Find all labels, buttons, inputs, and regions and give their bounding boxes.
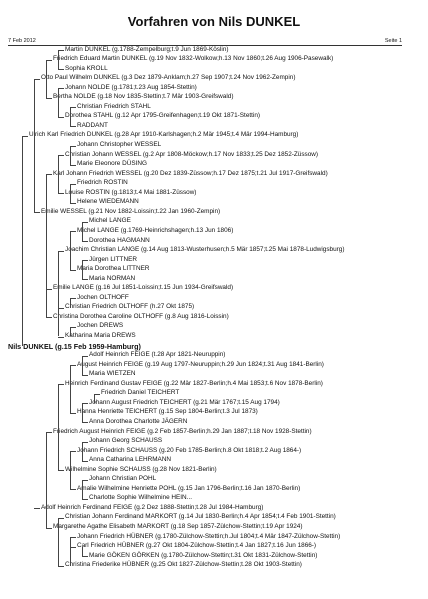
life-dates: (g.21 Nov 1882-Loissin;t.22 Jan 1960-Zempin) (86, 207, 221, 215)
person-name: Karl Johann Friedrich WESSEL (53, 169, 142, 177)
ancestor-entry (77, 266, 149, 272)
person-name: Friedrich ROSTIN (77, 179, 128, 187)
tree-branch (82, 480, 83, 499)
tree-branch (34, 79, 35, 213)
tree-branch (58, 384, 59, 470)
ancestor-entry (41, 75, 295, 81)
person-name: Friedrich Daniel TEICHERT (101, 389, 180, 397)
tree-connector (58, 193, 64, 194)
life-dates: (g.15 Jan 1796-Berlin;t.16 Jan 1870-Berlin) (176, 484, 301, 492)
tree-branch (58, 251, 59, 308)
tree-branch (70, 298, 71, 308)
person-name: Emilie LANGE (53, 284, 94, 292)
ancestor-entry (77, 180, 128, 186)
person-name: Charlotte Sophie Wilhelmine HEIN... (89, 494, 193, 502)
tree-branch (58, 88, 59, 117)
tree-connector (82, 422, 88, 423)
tree-connector (70, 203, 76, 204)
tree-branch (22, 136, 23, 346)
life-dates: (g.15 Sep 1804-Berlin;t.3 Jul 1873) (156, 408, 258, 416)
person-name: Katharina Maria DREWS (65, 332, 136, 339)
life-dates: (g.1780-Zülchow-Stettin;t.31 Okt 1831-Zülchow-Stettin) (159, 551, 318, 559)
tree-branch (58, 518, 59, 566)
life-dates: (g.15 Feb 1959-Hamburg) (53, 341, 141, 351)
life-dates: (g.8 Aug 1816-Loissin) (162, 312, 229, 320)
person-name: August Heinrich FEIGE (77, 360, 144, 368)
ancestor-entry (77, 323, 123, 329)
person-name: Johann Friedrich HÜBNER (77, 532, 154, 540)
tree-connector (70, 165, 76, 166)
ancestor-entry (65, 381, 323, 387)
person-name: Christian Friedrich OLTHOFF (65, 303, 148, 311)
tree-branch (70, 184, 71, 203)
tree-connector (70, 489, 76, 490)
tree-branch (70, 146, 71, 165)
person-name: Wilhelmine Sophie SCHAUSS (65, 465, 151, 473)
life-dates: (g.25 Okt 1827-Zülchow-Stettin;t.28 Okt 1903-Stettin) (149, 561, 302, 569)
ancestor-entry (53, 171, 328, 177)
life-dates: (g.28 Apr 1910-Karlshagen;h.2 Mär 1945;t.4 Mär 1994-Hamburg) (112, 131, 299, 139)
life-dates: (g.1769-Heinrichshagen;h.13 Jun 1806) (118, 226, 234, 234)
person-name: Sophia KROLL (65, 64, 108, 72)
person-name: RADDANT (77, 121, 108, 129)
person-name: Christian Johann Ferdinand MARKORT (65, 513, 178, 521)
tree-connector (58, 566, 64, 567)
tree-connector (34, 508, 40, 509)
ancestor-entry (53, 94, 233, 100)
page-title: Vorfahren von Nils DUNKEL (127, 14, 301, 29)
person-name: Friedrich Eduard Martin DUNKEL (53, 55, 148, 63)
ancestor-entry (77, 362, 324, 368)
tree-branch (70, 231, 71, 269)
tree-branch (82, 442, 83, 461)
proband-entry (8, 343, 141, 350)
person-name: Amalie Wilhelmine Henriette POHL (77, 484, 177, 492)
person-name: Ulrich Karl Friedrich DUNKEL (29, 131, 113, 139)
person-name: Friedrich August Heinrich FEIGE (53, 427, 146, 435)
life-dates: (g.20 Dez 1839-Züssow;h.17 Dez 1875;t.21 Jul 1917-Greifswald) (141, 169, 328, 177)
ancestor-entry (101, 390, 179, 396)
ancestor-entry (65, 304, 194, 310)
person-name: Jochen OLTHOFF (77, 293, 129, 301)
tree-branch (46, 60, 47, 98)
ancestor-entry (53, 314, 229, 320)
life-dates: (g.2 Dez 1888-Stettin;t.28 Jul 1984-Hamburg) (132, 503, 264, 511)
tree-branch (70, 451, 71, 489)
person-name: Christian Johann WESSEL (65, 150, 142, 158)
ancestor-entry (29, 132, 298, 138)
person-name: Johann Georg SCHAUSS (89, 437, 163, 445)
ancestor-entry (77, 161, 147, 167)
person-name: Emilie WESSEL (41, 207, 87, 215)
tree-branch (82, 547, 83, 557)
person-name: Otto Paul Wilhelm DUNKEL (41, 74, 120, 82)
ancestor-entry (89, 352, 225, 358)
person-name: Maria NORMAN (89, 274, 136, 282)
ancestor-entry (77, 295, 129, 301)
person-name: Louise ROSTIN (65, 188, 110, 196)
tree-branch (70, 107, 71, 126)
life-dates: (g.21 Mär 1767;t.15 Aug 1794) (191, 398, 280, 406)
ancestor-entry (65, 47, 229, 53)
person-name: Nils DUNKEL (8, 341, 53, 351)
ancestor-entry (65, 562, 302, 568)
life-dates: (g.2 Feb 1857-Berlin;h.29 Jan 1887;t.18 Nov 1928-Stettin) (145, 427, 312, 435)
ancestor-entry (77, 543, 316, 549)
ancestor-entry (65, 190, 196, 196)
person-name: Maria WIETZEN (89, 370, 136, 378)
life-dates: (h.27 Okt 1875) (147, 303, 195, 311)
life-dates: (g.19 Nov 1832-Wolkow;h.13 Nov 1860;t.26 Aug 1906-Pasewalk) (147, 55, 334, 63)
person-name: Dorothea HAGMANN (89, 236, 150, 244)
ancestor-entry (89, 371, 136, 377)
ancestor-entry (77, 199, 139, 205)
tree-branch (58, 50, 59, 69)
tree-branch (70, 327, 71, 337)
tree-connector (46, 98, 52, 99)
life-dates: (g.27 Okt 1804-Zülchow-Stettin;t.4 Jan 1827;t.16 Jun 1866-) (144, 542, 317, 550)
print-date: 7 Feb 2012 (8, 38, 36, 44)
ancestor-entry (89, 457, 171, 463)
person-name: Carl Friedrich HÜBNER (77, 542, 145, 550)
person-name: Johann NOLDE (65, 83, 110, 91)
tree-connector (82, 279, 88, 280)
ancestor-entry (53, 56, 333, 62)
life-dates: (g.19 Aug 1797-Neuruppin;h.29 Jun 1824;t.31 Aug 1841-Berlin) (143, 360, 324, 368)
life-dates: (g.16 Jul 1851-Loissin;t.15 Jun 1934-Greifswald) (93, 284, 234, 292)
life-dates: (t.28 Apr 1821-Neuruppin) (149, 351, 226, 359)
ancestor-entry (53, 429, 312, 435)
tree-branch (46, 432, 47, 528)
person-name: Johann Christopher WESSEL (77, 141, 162, 148)
tree-branch (82, 356, 83, 375)
person-name: Maria Dorothea LITTNER (77, 265, 150, 273)
ancestor-entry (89, 400, 280, 406)
person-name: Bertha NOLDE (53, 93, 96, 101)
ancestor-entry (77, 409, 258, 415)
tree-connector (34, 212, 40, 213)
person-name: Dorothea STAHL (65, 112, 113, 120)
life-dates: (g.14 Aug 1813-Wusterhusen;h.5 Mär 1857;t.25 Mai 1878-Ludwigsburg) (139, 246, 345, 254)
life-dates: (g.20 Feb 1785-Berlin;h.8 Okt 1818;t.2 Aug 1864-) (157, 446, 302, 454)
tree-connector (82, 556, 88, 557)
life-dates: (g.18 Nov 1835-Stettin;t.7 Mär 1903-Greifswald) (95, 93, 234, 101)
tree-branch (58, 308, 59, 337)
person-name: Hanna Henriette TEICHERT (77, 408, 157, 416)
person-name: Michel LANGE (89, 217, 131, 225)
tree-branch (82, 222, 83, 241)
tree-connector (58, 470, 64, 471)
ancestor-entry (77, 123, 108, 129)
life-dates: (g.22 Mär 1827-Berlin;h.4 Mai 1853;t.6 Nov 1878-Berlin) (161, 379, 323, 387)
ancestor-entry (41, 209, 220, 215)
tree-connector (58, 337, 64, 338)
person-name: Christina Dorothea Caroline OLTHOFF (53, 312, 163, 320)
ancestor-entry (89, 495, 192, 501)
ancestor-entry (89, 419, 187, 425)
ancestor-entry (89, 438, 162, 444)
person-name: Christina Friederike HÜBNER (65, 561, 150, 569)
person-name: Jochen DREWS (77, 322, 124, 330)
person-name: Adolf Heinrich Ferdinand FEIGE (41, 503, 133, 511)
ancestor-entry (41, 505, 263, 511)
person-name: Anna Dorothea Charlotte JÄGERN (89, 417, 188, 425)
ancestor-entry (65, 113, 260, 119)
life-dates: (g.1780-Zülchow-Stettin;h.Jul 1804;t.4 Mär 1847-Zülchow-Stettin) (153, 532, 341, 540)
person-name: Johann Christian POHL (89, 475, 157, 483)
person-name: Jürgen LITTNER (89, 255, 137, 263)
tree-connector (82, 375, 88, 376)
life-dates: (g.2 Apr 1808-Möckow;h.17 Nov 1833;t.25 Dez 1852-Züssow) (141, 150, 319, 158)
ancestor-entry (77, 486, 300, 492)
person-name: Adolf Heinrich FEIGE (89, 351, 150, 359)
person-name: Anna Catharina LEHRMANN (89, 456, 172, 464)
ancestor-entry (77, 142, 161, 148)
person-name: Christian Friedrich STAHL (77, 102, 151, 110)
life-dates: (g.3 Dez 1879-Anklam;h.27 Sep 1907;t.24 Nov 1962-Zempin) (119, 74, 296, 82)
person-name: Joachim Christian LANGE (65, 246, 140, 254)
tree-connector (82, 241, 88, 242)
tree-branch (82, 403, 83, 422)
ancestor-entry (77, 104, 151, 110)
ancestor-entry (65, 514, 336, 520)
ancestor-entry (65, 247, 344, 253)
life-dates: (g.28 Nov 1821-Berlin) (150, 465, 217, 473)
person-name: Michel LANGE (77, 226, 119, 234)
tree-connector (70, 270, 76, 271)
ancestor-entry (89, 276, 135, 282)
life-dates: (g.12 Apr 1795-Greifenhagen;t.19 Okt 1871-Stettin) (112, 112, 261, 120)
life-dates: (g.1813;t.4 Mai 1881-Züssow) (109, 188, 197, 196)
ancestor-entry (89, 553, 317, 559)
ancestor-entry (65, 467, 217, 473)
person-name: Marie GÖKEN GÖRKEN (89, 551, 160, 559)
life-dates: (g.18 Sep 1857-Zülchow-Stettin;t.19 Apr 1924) (168, 523, 303, 530)
tree-connector (58, 117, 64, 118)
tree-branch (94, 394, 95, 404)
tree-branch (46, 174, 47, 317)
ancestor-entry (65, 152, 318, 158)
tree-branch (82, 260, 83, 279)
person-name: Martin DUNKEL (65, 45, 111, 53)
ancestor-entry (53, 524, 303, 530)
tree-branch (58, 155, 59, 193)
person-name: Marie Eleonore DÜSING (77, 160, 147, 168)
ancestor-entry (53, 285, 233, 291)
ancestor-entry (65, 66, 108, 72)
tree-branch (70, 537, 71, 566)
tree-connector (82, 499, 88, 500)
page-number: Seite 1 (384, 38, 402, 44)
person-name: Margarethe Agathe Elisabeth MARKORT (53, 523, 169, 530)
tree-connector (70, 126, 76, 127)
person-name: Johann Friedrich SCHAUSS (77, 446, 158, 454)
ancestor-entry (77, 534, 340, 540)
life-dates: (g.1781;t.23 Aug 1854-Stettin) (109, 83, 197, 91)
ancestor-entry (77, 228, 233, 234)
person-name: Helene WIEDEMANN (77, 198, 139, 206)
ancestor-entry (65, 85, 197, 91)
ancestor-entry (65, 333, 136, 339)
ancestor-entry (89, 218, 131, 224)
ancestor-entry (89, 238, 150, 244)
person-name: Johann August Friedrich TEICHERT (89, 398, 192, 406)
tree-connector (70, 413, 76, 414)
life-dates: (g.1788-Zempelburg;t.9 Jun 1869-Köslin) (110, 45, 229, 53)
ancestor-entry (89, 476, 156, 482)
tree-connector (46, 528, 52, 529)
tree-connector (58, 69, 64, 70)
tree-connector (82, 461, 88, 462)
tree-connector (46, 317, 52, 318)
ancestor-entry (77, 448, 301, 454)
ancestor-entry (89, 257, 137, 263)
life-dates: (g.14 Jul 1830-Berlin;h.4 Apr 1854;t.4 Feb 1901-Stettin) (177, 513, 336, 521)
tree-branch (70, 365, 71, 413)
person-name: Heinrich Ferdinand Gustav FEIGE (65, 379, 162, 387)
